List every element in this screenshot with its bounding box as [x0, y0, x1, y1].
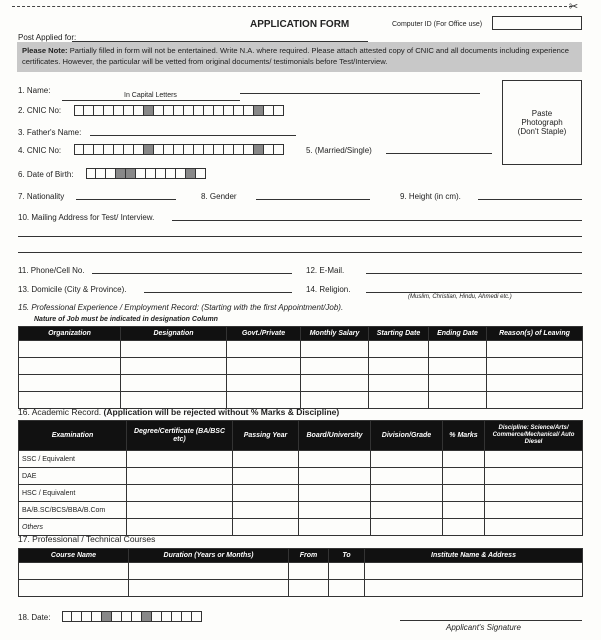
table-row[interactable] [19, 358, 583, 375]
form-title: APPLICATION FORM [250, 19, 350, 30]
exp-col-salary: Monthly Salary [301, 327, 369, 341]
name-field[interactable] [62, 100, 240, 101]
address-label: 10. Mailing Address for Test/ Interview. [18, 213, 155, 222]
dob-label: 6. Date of Birth: [18, 170, 74, 179]
signature-label: Applicant's Signature [446, 623, 521, 632]
date-boxes[interactable] [62, 611, 202, 622]
marital-status-label: 5. (Married/Single) [306, 146, 372, 155]
courses-table [18, 548, 583, 597]
cnic-boxes[interactable] [74, 105, 284, 116]
father-cnic-boxes[interactable] [74, 144, 284, 155]
father-name-label: 3. Father's Name: [18, 128, 82, 137]
table-row[interactable]: DAE [19, 468, 583, 485]
domicile-field[interactable] [144, 292, 292, 293]
cnic-label: 2. CNIC No: [18, 106, 62, 115]
address-field-1[interactable] [172, 220, 582, 221]
exp-col-end: Ending Date [429, 327, 487, 341]
acad-col-degree: Degree/Certificate (BA/BSC etc) [127, 421, 233, 451]
scissors-icon: ✂ [569, 1, 579, 13]
nationality-field[interactable] [76, 199, 176, 200]
name-label: 1. Name: [18, 86, 51, 95]
religion-hint: (Muslim, Christian, Hindu, Ahmedi etc.) [408, 294, 512, 300]
course-col-name: Course Name [19, 549, 129, 563]
note-banner: Please Note: Partially filled in form will not be entertained. Write N.A. where required. Please attach attested copy of CNIC and all documents including experience certificates. However, the particular will be vetted from original documents/ testimonials before Test/Interview. [17, 42, 582, 72]
course-col-institute: Institute Name & Address [365, 549, 583, 563]
post-applied-label: Post Applied for: [18, 33, 77, 42]
acad-col-year: Passing Year [233, 421, 299, 451]
course-col-duration: Duration (Years or Months) [129, 549, 289, 563]
gender-field[interactable] [256, 199, 370, 200]
father-name-field[interactable] [90, 135, 296, 136]
religion-field[interactable] [366, 292, 582, 293]
table-row[interactable]: Others [19, 519, 583, 536]
cut-line [12, 6, 572, 7]
date-label: 18. Date: [18, 613, 51, 622]
gender-label: 8. Gender [201, 192, 237, 201]
exp-col-govt-private: Govt./Private [227, 327, 301, 341]
exp-col-designation: Designation [121, 327, 227, 341]
acad-col-division: Division/Grade [371, 421, 443, 451]
experience-subtitle: Nature of Job must be indicated in designation Column [34, 316, 218, 323]
course-col-to: To [329, 549, 365, 563]
table-row[interactable] [19, 580, 583, 597]
dob-boxes[interactable] [86, 168, 206, 179]
computer-id-box[interactable] [492, 16, 582, 30]
table-row[interactable] [19, 375, 583, 392]
exp-col-reason: Reason(s) of Leaving [487, 327, 583, 341]
computer-id-label: Computer ID (For Office use) [392, 21, 483, 28]
email-field[interactable] [366, 273, 582, 274]
table-row[interactable]: HSC / Equivalent [19, 485, 583, 502]
course-col-from: From [289, 549, 329, 563]
domicile-label: 13. Domicile (City & Province). [18, 285, 127, 294]
marital-status-field[interactable] [386, 153, 492, 154]
father-cnic-label: 4. CNIC No: [18, 146, 62, 155]
exp-col-organization: Organization [19, 327, 121, 341]
acad-col-marks: % Marks [443, 421, 485, 451]
academic-title: 16. Academic Record. (Application will be rejected without % Marks & Discipline) [18, 407, 340, 417]
table-row[interactable] [19, 341, 583, 358]
acad-col-discipline: Discipline: Science/Arts/ Commerce/Mechanical/ Auto Diesel [485, 421, 583, 451]
experience-table [18, 326, 583, 409]
experience-title: 15. Professional Experience / Employment Record: (Starting with the first Appointment/Job). [18, 303, 344, 312]
address-field-2[interactable] [18, 236, 582, 237]
exp-col-start: Starting Date [369, 327, 429, 341]
caps-hint: In Capital Letters [124, 92, 177, 99]
name-field-ext[interactable] [240, 93, 480, 94]
table-row[interactable]: SSC / Equivalent [19, 451, 583, 468]
nationality-label: 7. Nationality [18, 192, 65, 201]
height-label: 9. Height (in cm). [400, 192, 461, 201]
address-field-3[interactable] [18, 252, 582, 253]
religion-label: 14. Religion. [306, 285, 351, 294]
signature-field[interactable] [400, 620, 582, 621]
phone-label: 11. Phone/Cell No. [18, 266, 85, 275]
academic-table [18, 420, 583, 536]
phone-field[interactable] [92, 273, 292, 274]
table-row[interactable]: BA/B.SC/BCS/BBA/B.Com [19, 502, 583, 519]
acad-col-examination: Examination [19, 421, 127, 451]
table-row[interactable] [19, 563, 583, 580]
photo-box[interactable]: Paste Photograph (Don't Staple) [502, 80, 582, 165]
acad-col-board: Board/University [299, 421, 371, 451]
height-field[interactable] [478, 199, 582, 200]
courses-title: 17. Professional / Technical Courses [18, 534, 156, 544]
table-row[interactable] [19, 392, 583, 409]
email-label: 12. E-Mail. [306, 266, 345, 275]
